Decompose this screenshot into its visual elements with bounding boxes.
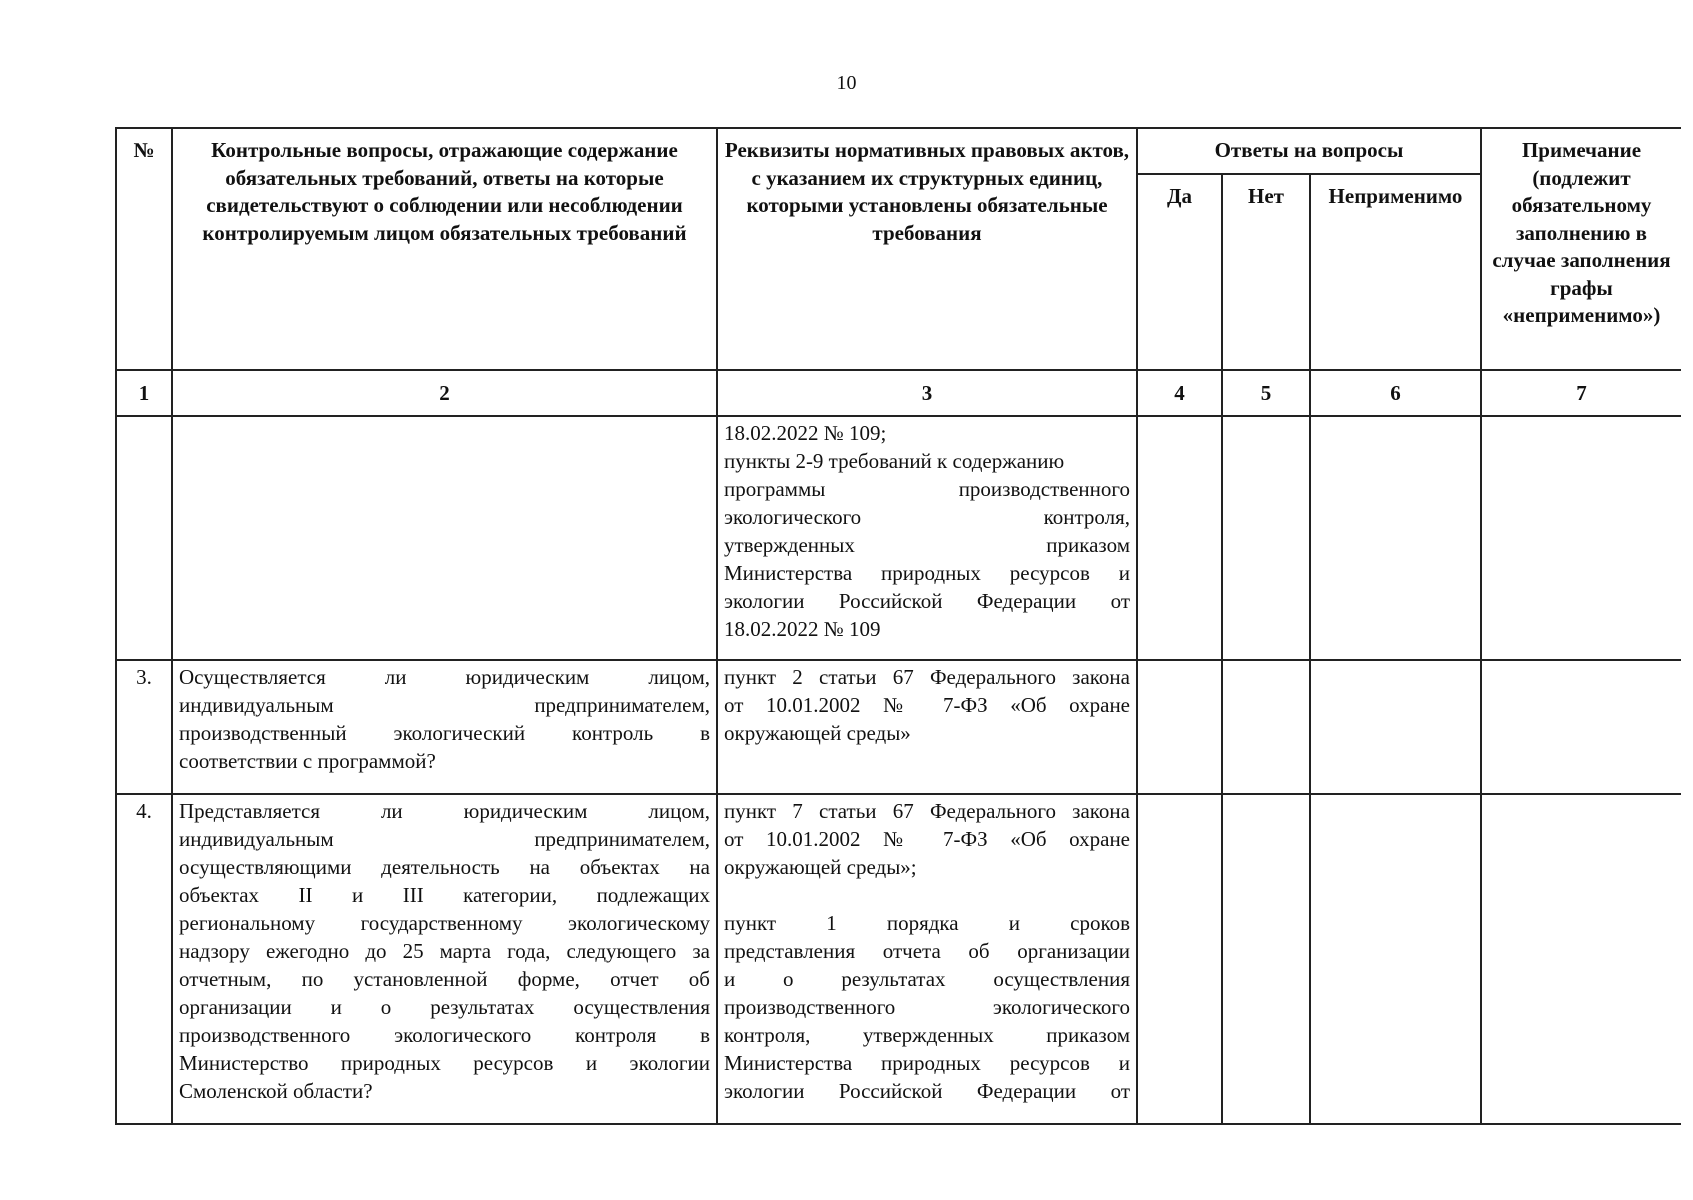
requisites-line: окружающей среды»; [724, 855, 917, 879]
requisites-line: 18.02.2022 № 109; [724, 421, 887, 445]
header-questions: Контрольные вопросы, отражающие содержание обязательных требований, ответы на которые свидетельствуют о соблюдении или несоблюдении контролируемым лицом обязательных требований [172, 128, 717, 370]
requisites-line: программы производственного [724, 477, 1130, 501]
row-number: 4. [116, 794, 172, 1124]
question-line: производственный экологический контроль в [179, 721, 710, 745]
answer-not-applicable-cell[interactable] [1310, 416, 1481, 660]
header-row-1 [116, 128, 1681, 174]
requisites-line: экологии Российской Федерации от [724, 1079, 1130, 1103]
note-cell[interactable] [1481, 660, 1681, 794]
question-line: Представляется ли юридическим лицом, [179, 799, 710, 823]
answer-yes-cell[interactable] [1137, 660, 1222, 794]
requisites-cell [717, 794, 1137, 1124]
row-number [116, 416, 172, 660]
table-row [116, 660, 1681, 794]
question-line: организации и о результатах осуществления [179, 995, 710, 1019]
checklist-table [115, 127, 1681, 1125]
question-line: индивидуальным предпринимателем, [179, 693, 710, 717]
header-not-applicable: Неприменимо [1310, 174, 1481, 370]
answer-not-applicable-cell[interactable] [1310, 660, 1481, 794]
requisites-line: пункт 2 статьи 67 Федерального закона [724, 665, 1130, 689]
header-requisites: Реквизиты нормативных правовых актов, с указанием их структурных единиц, которыми установлены обязательные требования [717, 128, 1137, 370]
note-cell[interactable] [1481, 794, 1681, 1124]
requisites-line: от 10.01.2002 № 7-ФЗ «Об охране [724, 693, 1130, 717]
column-number: 7 [1481, 370, 1681, 416]
answer-yes-cell[interactable] [1137, 794, 1222, 1124]
question-line: надзору ежегодно до 25 марта года, следующего за [179, 939, 710, 963]
question-line: отчетным, по установленной форме, отчет об [179, 967, 710, 991]
header-no: Нет [1222, 174, 1310, 370]
header-num: № [116, 128, 172, 370]
answer-no-cell[interactable] [1222, 416, 1310, 660]
requisites-line: пункт 7 статьи 67 Федерального закона [724, 799, 1130, 823]
header-note: Примечание (подлежит обязательному заполнению в случае заполнения графы «неприменимо») [1481, 128, 1681, 370]
requisites-line: Министерства природных ресурсов и [724, 1051, 1130, 1075]
requisites-line: Министерства природных ресурсов и [724, 561, 1130, 585]
requisites-line: экологического контроля, [724, 505, 1130, 529]
question-cell [172, 794, 717, 1124]
answer-no-cell[interactable] [1222, 660, 1310, 794]
requisites-line: утвержденных приказом [724, 533, 1130, 557]
column-number-row [116, 370, 1681, 416]
requisites-cell [717, 660, 1137, 794]
question-cell [172, 660, 717, 794]
table-row [116, 416, 1681, 660]
question-line: Министерство природных ресурсов и экологии [179, 1051, 710, 1075]
answer-yes-cell[interactable] [1137, 416, 1222, 660]
header-yes: Да [1137, 174, 1222, 370]
question-line: соответствии с программой? [179, 749, 436, 773]
answer-not-applicable-cell[interactable] [1310, 794, 1481, 1124]
column-number: 1 [116, 370, 172, 416]
note-cell[interactable] [1481, 416, 1681, 660]
column-number: 4 [1137, 370, 1222, 416]
requisites-line: и о результатах осуществления [724, 967, 1130, 991]
column-number: 5 [1222, 370, 1310, 416]
paragraph-gap [724, 881, 1130, 909]
question-line: региональному государственному экологическому [179, 911, 710, 935]
requisites-line: окружающей среды» [724, 721, 911, 745]
question-line: объектах II и III категории, подлежащих [179, 883, 710, 907]
requisites-line: 18.02.2022 № 109 [724, 617, 881, 641]
requisites-line: производственного экологического [724, 995, 1130, 1019]
requisites-line: экологии Российской Федерации от [724, 589, 1130, 613]
question-cell [172, 416, 717, 660]
page-number: 10 [836, 72, 857, 94]
answer-no-cell[interactable] [1222, 794, 1310, 1124]
question-line: индивидуальным предпринимателем, [179, 827, 710, 851]
question-line: Осуществляется ли юридическим лицом, [179, 665, 710, 689]
question-line: осуществляющими деятельность на объектах на [179, 855, 710, 879]
requisites-line: контроля, утвержденных приказом [724, 1023, 1130, 1047]
column-number: 6 [1310, 370, 1481, 416]
requisites-line: от 10.01.2002 № 7-ФЗ «Об охране [724, 827, 1130, 851]
header-answers: Ответы на вопросы [1137, 128, 1481, 174]
question-line: Смоленской области? [179, 1079, 373, 1103]
column-number: 3 [717, 370, 1137, 416]
requisites-line: пункты 2-9 требований к содержанию [724, 449, 1065, 473]
requisites-line: пункт 1 порядка и сроков [724, 911, 1130, 935]
table-row [116, 794, 1681, 1124]
requisites-line: представления отчета об организации [724, 939, 1130, 963]
requisites-cell [717, 416, 1137, 660]
column-number: 2 [172, 370, 717, 416]
question-line: производственного экологического контроля в [179, 1023, 710, 1047]
row-number: 3. [116, 660, 172, 794]
